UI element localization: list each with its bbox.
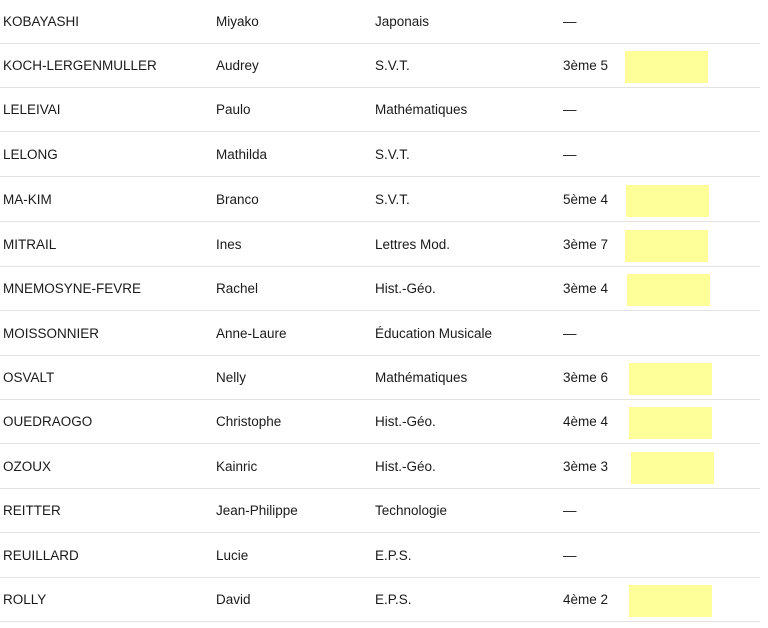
- nom-cell: OSVALT: [3, 370, 55, 385]
- prenom-cell: Kainric: [216, 459, 258, 474]
- highlight-marker: [629, 363, 712, 395]
- highlight-marker: [625, 230, 708, 262]
- table-row[interactable]: [0, 578, 760, 622]
- matiere-cell: Lettres Mod.: [375, 237, 451, 252]
- prenom-cell: Christophe: [216, 414, 282, 429]
- highlight-marker: [626, 185, 709, 217]
- table-row[interactable]: [0, 267, 760, 311]
- classe-cell: —: [563, 102, 577, 117]
- nom-cell: OUEDRAOGO: [3, 414, 93, 429]
- table-row[interactable]: [0, 312, 760, 356]
- table-row[interactable]: [0, 356, 760, 400]
- classe-cell: 4ème 4: [563, 414, 609, 429]
- prenom-cell: Paulo: [216, 102, 251, 117]
- matiere-cell: S.V.T.: [375, 58, 410, 73]
- prenom-cell: Audrey: [216, 58, 259, 73]
- prenom-cell: Nelly: [216, 370, 247, 385]
- prenom-cell: Branco: [216, 192, 259, 207]
- table-row[interactable]: [0, 88, 760, 132]
- matiere-cell: Hist.-Géo.: [375, 459, 436, 474]
- classe-cell: 3ème 4: [563, 281, 609, 296]
- table-row[interactable]: [0, 178, 760, 222]
- classe-cell: —: [563, 326, 577, 341]
- nom-cell: MA-KIM: [3, 192, 52, 207]
- classe-cell: 5ème 4: [563, 192, 609, 207]
- prenom-cell: Rachel: [216, 281, 259, 296]
- classe-cell: 3ème 5: [563, 58, 609, 73]
- matiere-cell: Technologie: [375, 503, 448, 518]
- matiere-cell: S.V.T.: [375, 147, 410, 162]
- matiere-cell: Mathématiques: [375, 102, 468, 117]
- table-row[interactable]: [0, 133, 760, 177]
- prenom-cell: David: [216, 592, 251, 607]
- nom-cell: MITRAIL: [3, 237, 57, 252]
- table-row[interactable]: [0, 44, 760, 88]
- nom-cell: KOBAYASHI: [3, 14, 80, 29]
- highlight-marker: [629, 585, 712, 617]
- classe-cell: 4ème 2: [563, 592, 609, 607]
- nom-cell: KOCH-LERGENMULLER: [3, 58, 157, 73]
- nom-cell: LELONG: [3, 147, 58, 162]
- nom-cell: ROLLY: [3, 592, 47, 607]
- classe-cell: 3ème 6: [563, 370, 609, 385]
- nom-cell: MOISSONNIER: [3, 326, 100, 341]
- prenom-cell: Mathilda: [216, 147, 268, 162]
- prenom-cell: Jean-Philippe: [216, 503, 298, 518]
- table-row[interactable]: [0, 400, 760, 444]
- classe-cell: —: [563, 147, 577, 162]
- highlight-marker: [631, 452, 714, 484]
- classe-cell: —: [563, 14, 577, 29]
- matiere-cell: Hist.-Géo.: [375, 281, 436, 296]
- highlight-marker: [629, 407, 712, 439]
- matiere-cell: Japonais: [375, 14, 430, 29]
- matiere-cell: S.V.T.: [375, 192, 410, 207]
- highlight-marker: [627, 274, 710, 306]
- classe-cell: —: [563, 548, 577, 563]
- prenom-cell: Miyako: [216, 14, 259, 29]
- nom-cell: MNEMOSYNE-FEVRE: [3, 281, 142, 296]
- nom-cell: REITTER: [3, 503, 61, 518]
- classe-cell: 3ème 7: [563, 237, 609, 252]
- matiere-cell: Mathématiques: [375, 370, 468, 385]
- table-row[interactable]: [0, 445, 760, 489]
- classe-cell: 3ème 3: [563, 459, 609, 474]
- table-row[interactable]: [0, 223, 760, 267]
- prenom-cell: Ines: [216, 237, 242, 252]
- classe-cell: —: [563, 503, 577, 518]
- nom-cell: REUILLARD: [3, 548, 79, 563]
- nom-cell: LELEIVAI: [3, 102, 61, 117]
- matiere-cell: Hist.-Géo.: [375, 414, 436, 429]
- highlight-marker: [625, 51, 708, 83]
- matiere-cell: E.P.S.: [375, 548, 412, 563]
- table-row[interactable]: [0, 534, 760, 578]
- table-row[interactable]: [0, 0, 760, 44]
- matiere-cell: Éducation Musicale: [375, 326, 493, 341]
- prenom-cell: Lucie: [216, 548, 249, 563]
- nom-cell: OZOUX: [3, 459, 52, 474]
- table-row[interactable]: [0, 489, 760, 533]
- prenom-cell: Anne-Laure: [216, 326, 287, 341]
- matiere-cell: E.P.S.: [375, 592, 412, 607]
